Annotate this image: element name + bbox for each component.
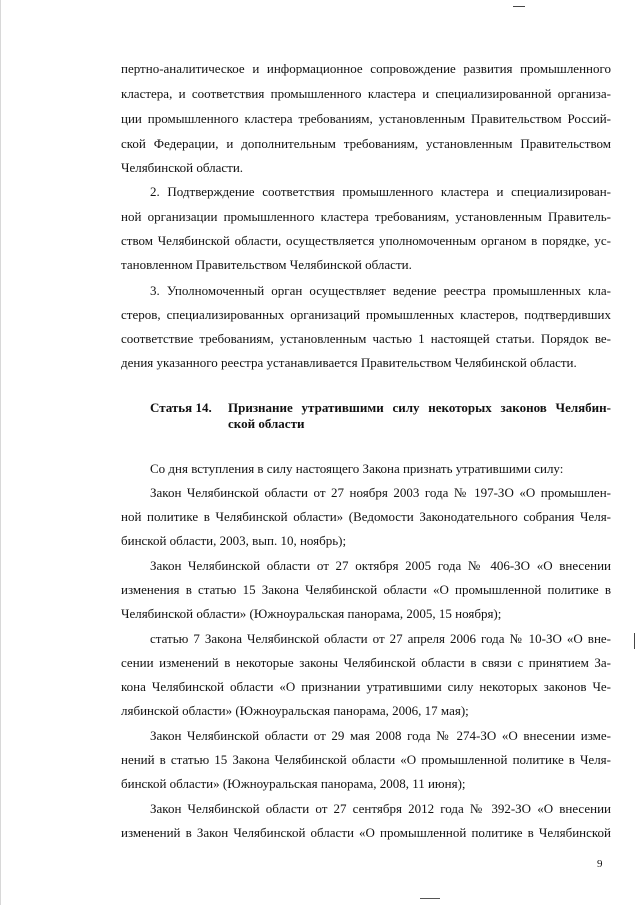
page-number: 9: [597, 858, 603, 870]
paragraph-5-line-1: Закон Челябинской области от 27 ноября 2003 года № 197-ЗО «О промышлен-: [150, 485, 611, 500]
paragraph-1-line-5: Челябинской области.: [121, 160, 244, 175]
paragraph-3-line-2: стеров, специализированных организаций промышленных кластеров, подтвердивших: [121, 307, 611, 322]
paragraph-8-line-1: Закон Челябинской области от 29 мая 2008 года № 274-ЗО «О внесении изме-: [150, 728, 611, 743]
paragraph-6-line-2: изменения в статью 15 Закона Челябинской области «О промышленной политике в: [121, 582, 611, 597]
paragraph-2-line-3: ством Челябинской области, осуществляется уполномоченным органом в порядке, ус-: [121, 233, 611, 248]
scan-left-edge: [0, 0, 1, 905]
paragraph-5-line-2: ной политике в Челябинской области» (Ведомости Законодательного собрания Челя-: [121, 509, 611, 524]
paragraph-2-line-4: тановленном Правительством Челябинской области.: [121, 257, 412, 272]
paragraph-3-line-3: соответствие требованиям, установленным частью 1 настоящей статьи. Порядок ве-: [121, 331, 611, 346]
scan-right-mark: [634, 633, 635, 649]
paragraph-5-line-3: бинской области, 2003, вып. 10, ноябрь);: [121, 533, 347, 548]
paragraph-3-line-4: дения указанного реестра устанавливается Правительством Челябинской области.: [121, 355, 577, 370]
paragraph-7-line-1: статью 7 Закона Челябинской области от 27 апреля 2006 года № 10-ЗО «О вне-: [150, 631, 611, 646]
paragraph-7-line-4: лябинской области» (Южноуральская панорама, 2006, 17 мая);: [121, 703, 469, 718]
paragraph-6-line-3: Челябинской области» (Южноуральская панорама, 2005, 15 ноября);: [121, 606, 502, 621]
paragraph-9-line-1: Закон Челябинской области от 27 сентября 2012 года № 392-ЗО «О внесении: [150, 801, 611, 816]
paragraph-8-line-2: нений в статью 15 Закона Челябинской области «О промышленной политике в Челя-: [121, 752, 611, 767]
paragraph-1-line-1: пертно-аналитическое и информационное сопровождение развития промышленного: [121, 61, 611, 76]
paragraph-8-line-3: бинской области» (Южноуральская панорама, 2008, 11 июня);: [121, 776, 466, 791]
paragraph-4-line-1: Со дня вступления в силу настоящего Закона признать утратившими силу:: [150, 461, 564, 476]
paragraph-7-line-2: сении изменений в некоторые законы Челябинской области в связи с принятием За-: [121, 655, 611, 670]
article-title-line-2: ской области: [228, 416, 305, 431]
paragraph-7-line-3: кона Челябинской области «О признании утратившими силу некоторых законов Че-: [121, 679, 611, 694]
scan-top-mark: [513, 6, 525, 7]
paragraph-1-line-2: кластера, и соответствия промышленного кластера и специализированной организа-: [121, 86, 611, 101]
paragraph-6-line-1: Закон Челябинской области от 27 октября 2005 года № 406-ЗО «О внесении: [150, 558, 611, 573]
paragraph-2-line-2: ной организации промышленного кластера требованиям, установленным Правитель-: [121, 209, 611, 224]
article-title-line-1: Признание утратившими силу некоторых законов Челябин-: [228, 400, 611, 415]
scan-bottom-mark: [420, 898, 440, 899]
paragraph-1-line-3: ции промышленного кластера требованиям, установленным Правительством Россий-: [121, 111, 611, 126]
article-label: Статья 14.: [150, 400, 212, 415]
paragraph-9-line-2: изменений в Закон Челябинской области «О промышленной политике в Челябинской: [121, 825, 611, 840]
paragraph-2-line-1: 2. Подтверждение соответствия промышленного кластера и специализирован-: [150, 184, 611, 199]
paragraph-1-line-4: ской Федерации, и дополнительным требованиям, установленным Правительством: [121, 136, 611, 151]
paragraph-3-line-1: 3. Уполномоченный орган осуществляет ведение реестра промышленных кла-: [150, 283, 611, 298]
